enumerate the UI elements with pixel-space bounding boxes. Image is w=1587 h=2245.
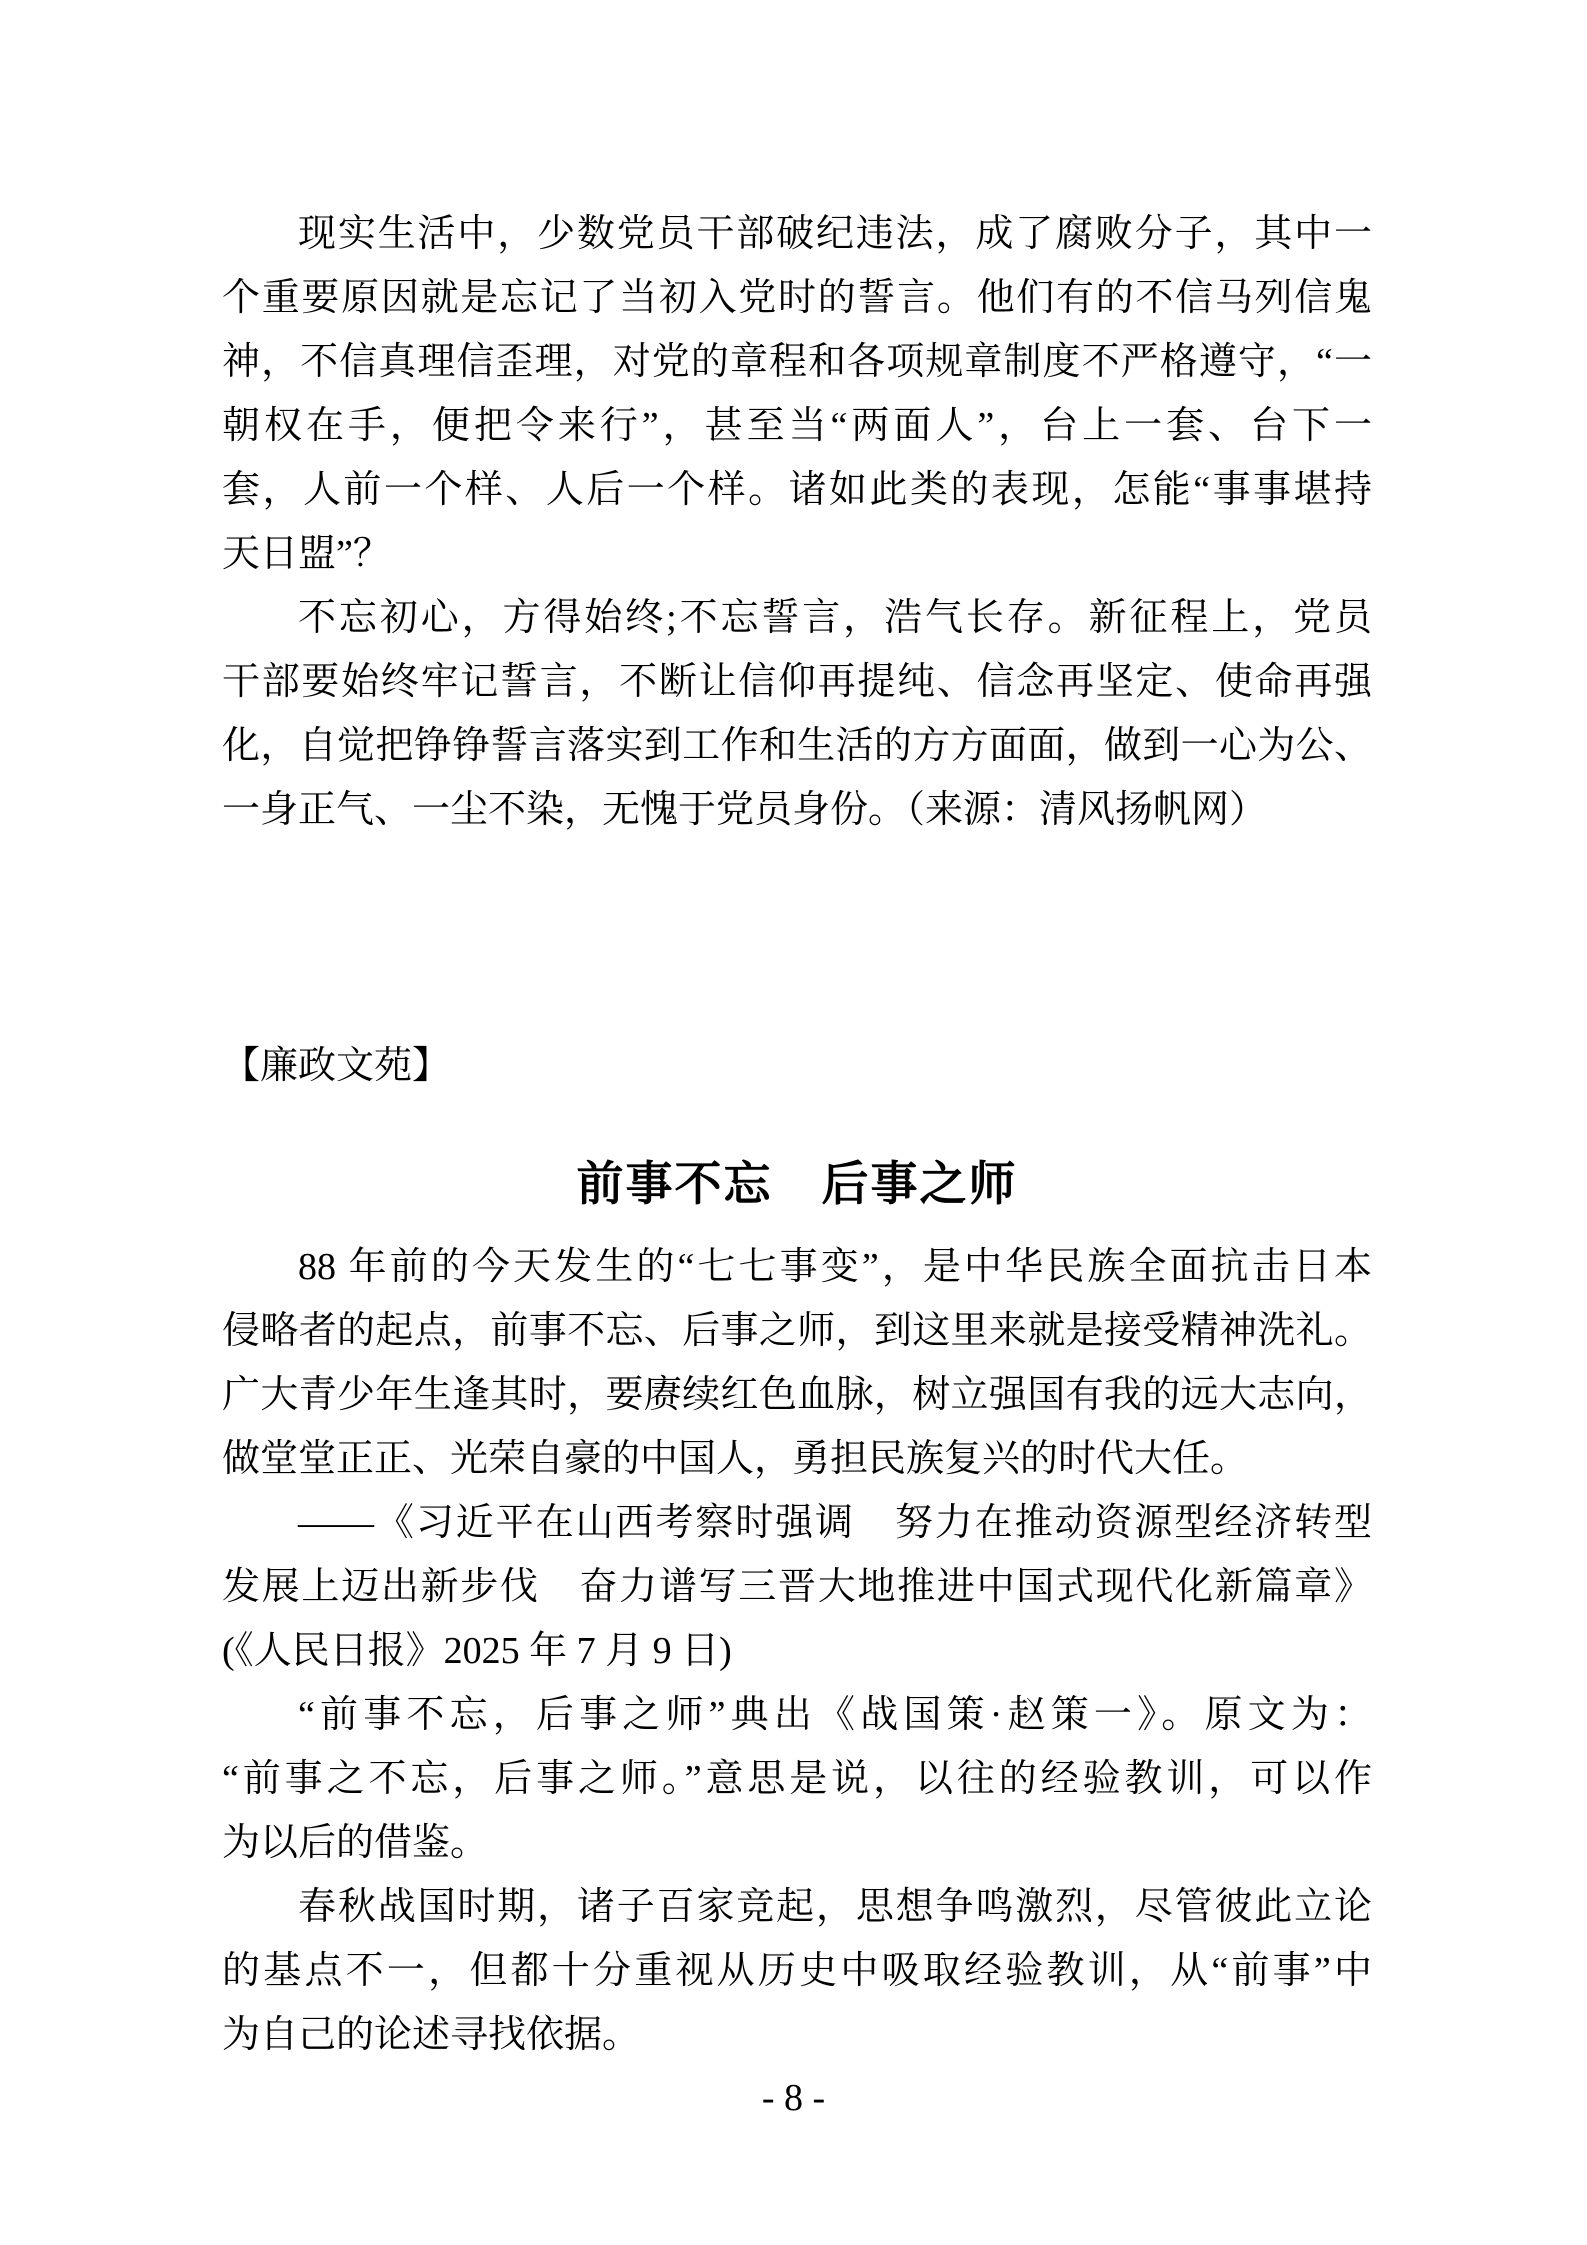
text-line: 个重要原因就是忘记了当初入党时的誓言。他们有的不信马列信鬼: [222, 277, 1372, 319]
text-line: 为自己的论述寻找依据。: [222, 2014, 641, 2056]
text-line: 发展上迈出新步伐 奋力谱写三晋大地推进中国式现代化新篇章》: [222, 1566, 1372, 1608]
text-line: 神，不信真理信歪理，对党的章程和各项规章制度不严格遵守，“一: [222, 341, 1372, 383]
text-line: (《人民日报》2025 年 7 月 9 日): [222, 1630, 732, 1672]
text-line: 套，人前一个样、人后一个样。诸如此类的表现，怎能“事事堪持: [222, 469, 1372, 511]
text-line: ——《习近平在山西考察时强调 努力在推动资源型经济转型: [298, 1502, 1372, 1544]
text-line: 一身正气、一尘不染，无愧于党员身份。（来源：清风扬帆网）: [222, 789, 1268, 831]
lead-paragraph-1: [222, 202, 1372, 586]
text-line: 做堂堂正正、光荣自豪的中国人，勇担民族复兴的时代大任。: [222, 1438, 1249, 1480]
text-line: 88 年前的今天发生的“七七事变”，是中华民族全面抗击日本: [298, 1246, 1372, 1288]
text-line: 朝权在手，便把令来行”，甚至当“两面人”，台上一套、台下一: [222, 405, 1372, 447]
article-body: [222, 1235, 1372, 2067]
text-line: 春秋战国时期，诸子百家竞起，思想争鸣激烈，尽管彼此立论: [298, 1886, 1372, 1928]
section-header: 【廉政文苑】: [222, 1045, 451, 1087]
text-line: 现实生活中，少数党员干部破纪违法，成了腐败分子，其中一: [298, 213, 1372, 255]
text-line: 不忘初心，方得始终;不忘誓言，浩气长存。新征程上，党员: [298, 597, 1372, 639]
text-line: 广大青少年生逢其时，要赓续红色血脉，树立强国有我的远大志向，: [222, 1374, 1372, 1416]
article-title: 前事不忘 后事之师: [576, 1159, 1018, 1211]
text-line: 侵略者的起点，前事不忘、后事之师，到这里来就是接受精神洗礼。: [222, 1310, 1372, 1352]
text-line: “前事不忘，后事之师”典出《战国策·赵策一》。原文为：: [298, 1694, 1372, 1736]
text-line: 的基点不一，但都十分重视从历史中吸取经验教训，从“前事”中: [222, 1950, 1372, 1992]
text-line: 为以后的借鉴。: [222, 1822, 489, 1864]
lead-paragraph-2: [222, 586, 1372, 842]
text-line: 化，自觉把铮铮誓言落实到工作和生活的方方面面，做到一心为公、: [222, 725, 1372, 767]
page-number: - 8 -: [761, 2077, 826, 2119]
text-line: 干部要始终牢记誓言，不断让信仰再提纯、信念再坚定、使命再强: [222, 661, 1372, 703]
text-line: 天日盟”？: [222, 533, 391, 575]
text-line: “前事之不忘，后事之师。”意思是说，以往的经验教训，可以作: [222, 1758, 1372, 1800]
